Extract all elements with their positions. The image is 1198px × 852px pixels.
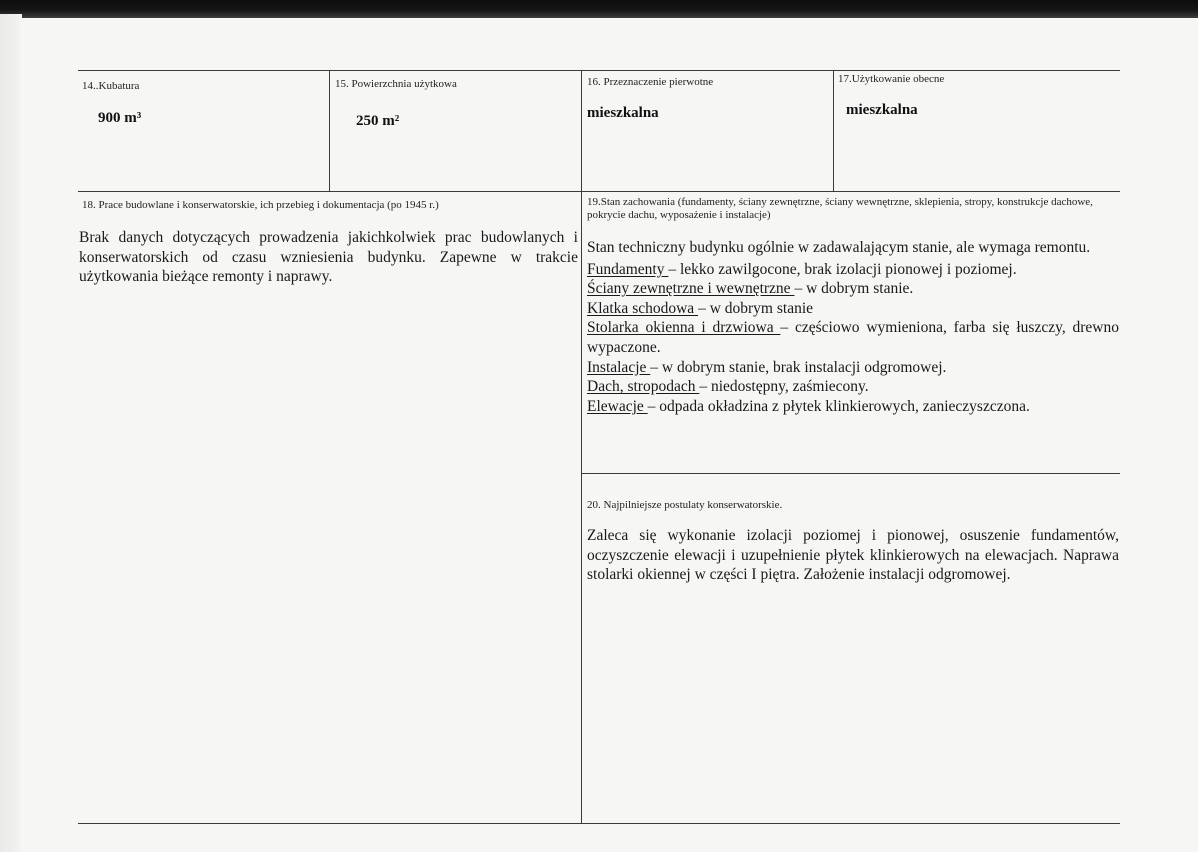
stan-item-name: Klatka schodowa [587,299,699,317]
stan-item-fundamenty [587,260,1119,280]
stan-item-name: Elewacje [587,397,648,415]
col-divider-2 [581,70,582,823]
postulaty-text: Zaleca się wykonanie izolacji poziomej i pionowej, osuszenie fundamentów, oczyszczenie elewacji i uzupełnienie płytek klinkierowych na elewacjach. Naprawa stolarki okiennej w części I piętra. Założenie instalacji odgromowej. [587,527,1119,583]
postulaty-label: 20. Najpilniejsze postulaty konserwatorskie. [587,499,783,511]
stan-item-desc: – częściowo wymieniona, farba się łuszczy, drewno wypaczone. [587,319,1120,356]
row-divider-19-20 [581,473,1120,474]
stan-item-sciany [587,279,1119,299]
stan-item-desc: – w dobrym stanie [698,299,814,317]
stan-item-name: Fundamenty [587,260,669,278]
uzytkowanie-value: mieszkalna [846,102,918,118]
stan-item-desc: – w dobrym stanie, brak instalacji odgromowej. [650,358,947,376]
stan-item-desc: – niedostępny, zaśmiecony. [699,378,869,396]
stan-item-desc: – odpada okładzina z płytek klinkierowych, zanieczyszczona. [647,397,1030,415]
table-top-border [78,70,1120,71]
stan-intro: Stan techniczny budynku ogólnie w zadawalającym stanie, ale wymaga remontu. [587,239,1091,256]
przeznaczenie-label: 16. Przeznaczenie pierwotne [587,76,714,88]
stan-item-desc: – w dobrym stanie. [794,280,914,298]
kubatura-label: 14..Kubatura [82,80,140,92]
stan-item-elewacje [587,397,1119,417]
stan-item-name: Dach, stropodach [587,378,700,396]
stan-item-name: Stolarka okienna i drzwiowa [587,319,781,337]
stan-item-desc: – lekko zawilgocone, brak izolacji pionowej i poziomej. [668,260,1017,278]
stan-item-instalacje [587,358,1119,378]
kubatura-value: 900 m³ [98,110,142,126]
col-divider-3 [833,70,834,191]
stan-content [587,238,1119,416]
prace-label: 18. Prace budowlane i konserwatorskie, ich przebieg i dokumentacja (po 1945 r.) [82,199,439,211]
stan-item-klatka [587,299,1119,319]
stan-item-stolarka [587,318,1119,357]
prace-text: Brak danych dotyczących prowadzenia jakichkolwiek prac budowlanych i konserwatorskich od czasu wzniesienia budynku. Zapewne w trakcie użytkowania bieżące remonty i naprawy. [79,229,578,285]
stan-item-dach [587,377,1119,397]
powierzchnia-label: 15. Powierzchnia użytkowa [335,78,457,90]
stan-item-name: Ściany zewnętrzne i wewnętrzne [587,280,795,298]
powierzchnia-value: 250 m² [356,113,400,129]
scanner-edge-left [0,14,22,852]
uzytkowanie-label: 17.Użytkowanie obecne [838,73,945,85]
stan-item-name: Instalacje [587,358,651,376]
row-divider-1 [78,191,1120,192]
przeznaczenie-value: mieszkalna [587,105,659,121]
col-divider-1 [329,70,330,191]
table-bottom-border [78,823,1120,824]
document-sheet [20,18,1198,852]
stan-label: 19.Stan zachowania (fundamenty, ściany zewnętrzne, ściany wewnętrzne, sklepienia, stropy, konstrukcje dachowe, pokrycie dachu, wyposażenie i instalacje) [587,196,1093,221]
